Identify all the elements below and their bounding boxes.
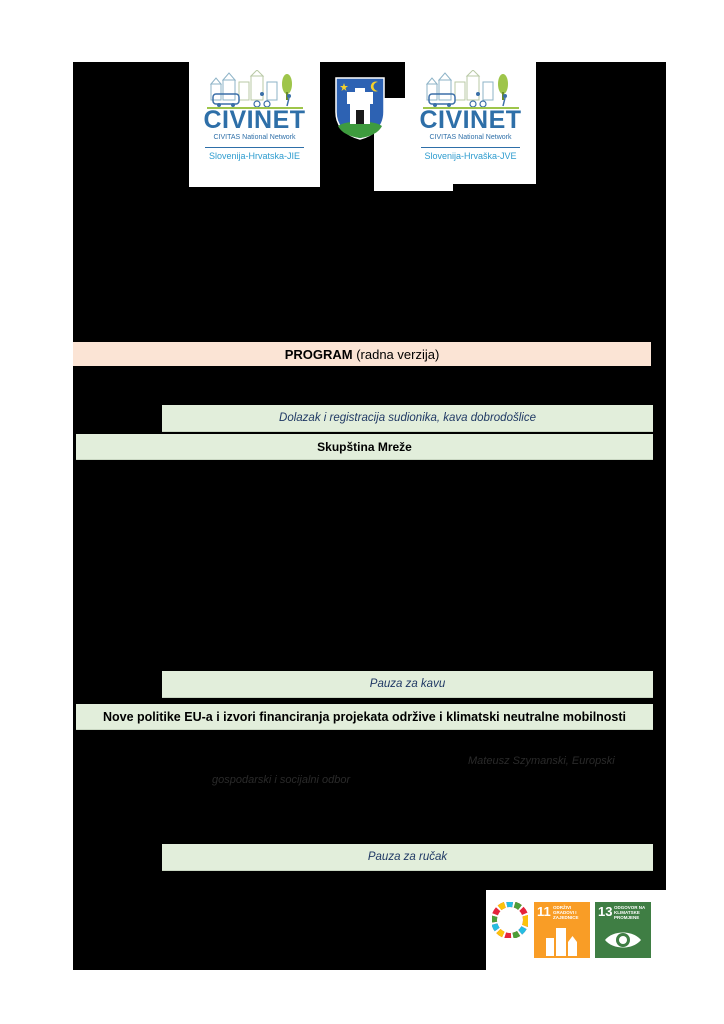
agenda-item-arrival: Dolazak i registracija sudionika, kava dobrodošlice <box>162 405 653 432</box>
speaker-affiliation: gospodarski i socijalni odbor <box>212 774 351 786</box>
civinet-subtitle: CIVITAS National Network <box>213 134 296 141</box>
city-illustration-icon <box>421 70 521 110</box>
redacted-block-main <box>73 62 666 970</box>
zagreb-coat-of-arms-icon <box>334 76 386 140</box>
agenda-item-coffee-break: Pauza za kavu <box>162 671 653 698</box>
civinet-logo-right <box>405 62 536 184</box>
sdg-goal-13-tile <box>595 902 651 958</box>
agenda-item-assembly: Skupština Mreže <box>76 434 653 460</box>
program-title: PROGRAM <box>284 346 353 362</box>
city-buildings-icon <box>544 924 580 956</box>
civinet-brand: CIVINET <box>203 106 306 134</box>
civinet-brand: CIVINET <box>419 106 522 134</box>
sdg-goal-13-label: ODGOVOR NA KLIMATSKE PROMJENE <box>614 905 646 920</box>
sdg-goal-13-number: 13 <box>598 904 613 919</box>
divider <box>205 147 304 148</box>
divider <box>421 147 520 148</box>
sdg-goal-11-tile <box>534 902 590 958</box>
sdg-wheel-icon <box>492 902 528 938</box>
civinet-region: Slovenija-Hrvatska-JIE <box>208 151 301 161</box>
civinet-logo-left <box>189 62 320 187</box>
sdg-goal-11-number: 11 <box>537 904 551 919</box>
agenda-item-lunch-break: Pauza za ručak <box>162 844 653 871</box>
civinet-subtitle: CIVITAS National Network <box>429 134 512 141</box>
eye-globe-icon <box>603 928 643 952</box>
program-title-bar <box>73 342 651 366</box>
cutout-right-margin <box>666 62 724 970</box>
city-illustration-icon <box>205 70 305 110</box>
agenda-item-session-title: Nove politike EU-a i izvori financiranja projekata održive i klimatski neutralne mobilnosti <box>76 704 653 730</box>
program-title-note: (radna verzija) <box>356 346 440 362</box>
civinet-region: Slovenija-Hrvaška-JVE <box>424 151 517 161</box>
speaker-name: Mateusz Szymanski, Europski <box>468 755 615 767</box>
sdg-goal-11-label: ODRŽIVI GRADOVI I ZAJEDNICE <box>553 905 579 920</box>
